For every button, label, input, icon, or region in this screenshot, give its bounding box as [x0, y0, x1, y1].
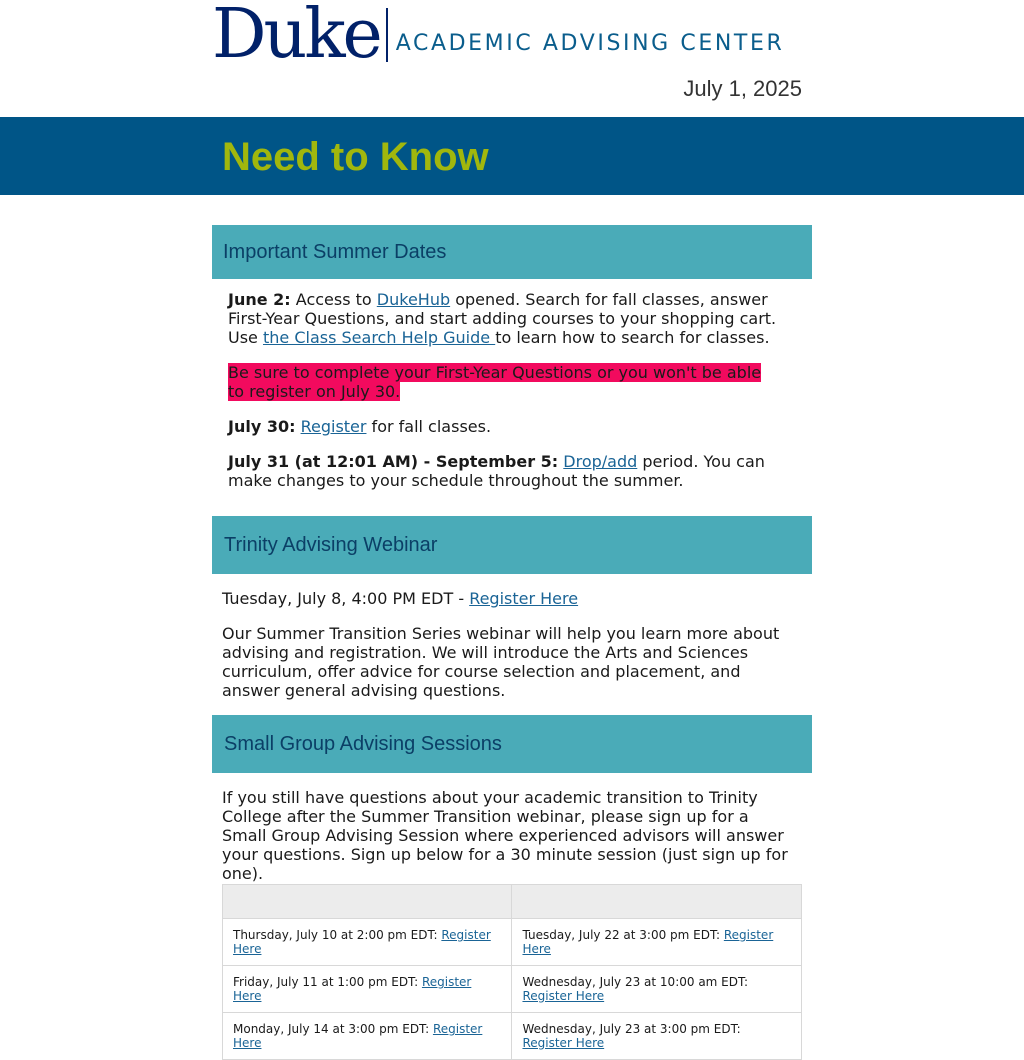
- session-cell: Thursday, July 10 at 2:00 pm EDT: Register Here: [223, 919, 512, 966]
- session-register-link[interactable]: Register Here: [522, 989, 605, 1003]
- webinar-content: [222, 589, 782, 716]
- july30-label: July 30:: [228, 417, 296, 436]
- dukehub-link[interactable]: DukeHub: [376, 290, 451, 309]
- session-cell: Tuesday, July 22 at 3:00 pm EDT: Register Here: [512, 919, 802, 966]
- webinar-description: Our Summer Transition Series webinar will help you learn more about advising and registration. We will introduce the Arts and Sciences curriculum, offer advice for course selection and placement, and answer general advising questions.: [222, 624, 780, 700]
- small-group-content: [222, 788, 792, 899]
- table-header-row: [223, 885, 802, 919]
- table-header-cell: [223, 885, 512, 919]
- section-heading-summer-dates: [212, 225, 812, 279]
- title-banner: [0, 117, 1024, 195]
- session-register-link[interactable]: Register Here: [233, 1022, 483, 1050]
- drop-add-link[interactable]: Drop/add: [563, 452, 638, 471]
- webinar-register-link[interactable]: Register Here: [469, 589, 579, 608]
- webinar-time: Tuesday, July 8, 4:00 PM EDT - Register Here: [222, 589, 579, 608]
- small-group-description: If you still have questions about your academic transition to Trinity College after the Summer Transition webinar, please sign up for a Small Group Advising Session where experienced advisors will answer your questions. Sign up below for a 30 minute session (just sign up for one).: [222, 788, 788, 883]
- email-header: [0, 0, 1024, 117]
- table-row: [223, 1013, 802, 1060]
- summer-dates-content: [228, 290, 778, 506]
- session-cell: Friday, July 11 at 1:00 pm EDT: Register Here: [223, 966, 512, 1013]
- highlighted-warning: Be sure to complete your First-Year Questions or you won't be able to register on July 30.: [228, 363, 762, 401]
- class-search-guide-link[interactable]: the Class Search Help Guide: [262, 328, 496, 347]
- table-header-cell: [512, 885, 802, 919]
- duke-logo[interactable]: [212, 0, 785, 74]
- section-heading-small-group: [212, 715, 812, 773]
- logo-wordmark: Duke: [212, 0, 380, 74]
- june2-label: June 2:: [228, 290, 291, 309]
- sessions-table: [222, 884, 802, 1060]
- session-register-link[interactable]: Register Here: [522, 928, 774, 956]
- session-cell: Wednesday, July 23 at 3:00 pm EDT: Register Here: [512, 1013, 802, 1060]
- warning-note: [228, 363, 778, 401]
- newsletter-date: July 1, 2025: [683, 76, 802, 101]
- session-cell: Monday, July 14 at 3:00 pm EDT: Register Here: [223, 1013, 512, 1060]
- table-row: [223, 919, 802, 966]
- july31-entry: July 31 (at 12:01 AM) - September 5: Drop/add period. You can make changes to your schedule throughout the summer.: [228, 452, 765, 490]
- section-heading-text: Important Summer Dates: [223, 240, 447, 263]
- july30-entry: July 30: Register for fall classes.: [228, 417, 492, 436]
- table-row: [223, 966, 802, 1013]
- newsletter-title: Need to Know: [222, 135, 489, 179]
- section-heading-webinar: [212, 516, 812, 574]
- june2-entry: June 2: Access to DukeHub opened. Search for fall classes, answer First-Year Questions, and start adding courses to your shopping cart. Use the Class Search Help Guide to learn how to search for classes.: [228, 290, 777, 347]
- session-register-link[interactable]: Register Here: [522, 1036, 605, 1050]
- logo-divider: [386, 8, 388, 62]
- july31-label: July 31 (at 12:01 AM) - September 5:: [228, 452, 559, 471]
- section-heading-text: Small Group Advising Sessions: [224, 732, 502, 755]
- session-register-link[interactable]: Register Here: [233, 975, 472, 1003]
- section-heading-text: Trinity Advising Webinar: [224, 533, 438, 556]
- session-cell: Wednesday, July 23 at 10:00 am EDT: Register Here: [512, 966, 802, 1013]
- register-link[interactable]: Register: [300, 417, 367, 436]
- session-register-link[interactable]: Register Here: [233, 928, 491, 956]
- logo-subtitle: ACADEMIC ADVISING CENTER: [395, 30, 785, 56]
